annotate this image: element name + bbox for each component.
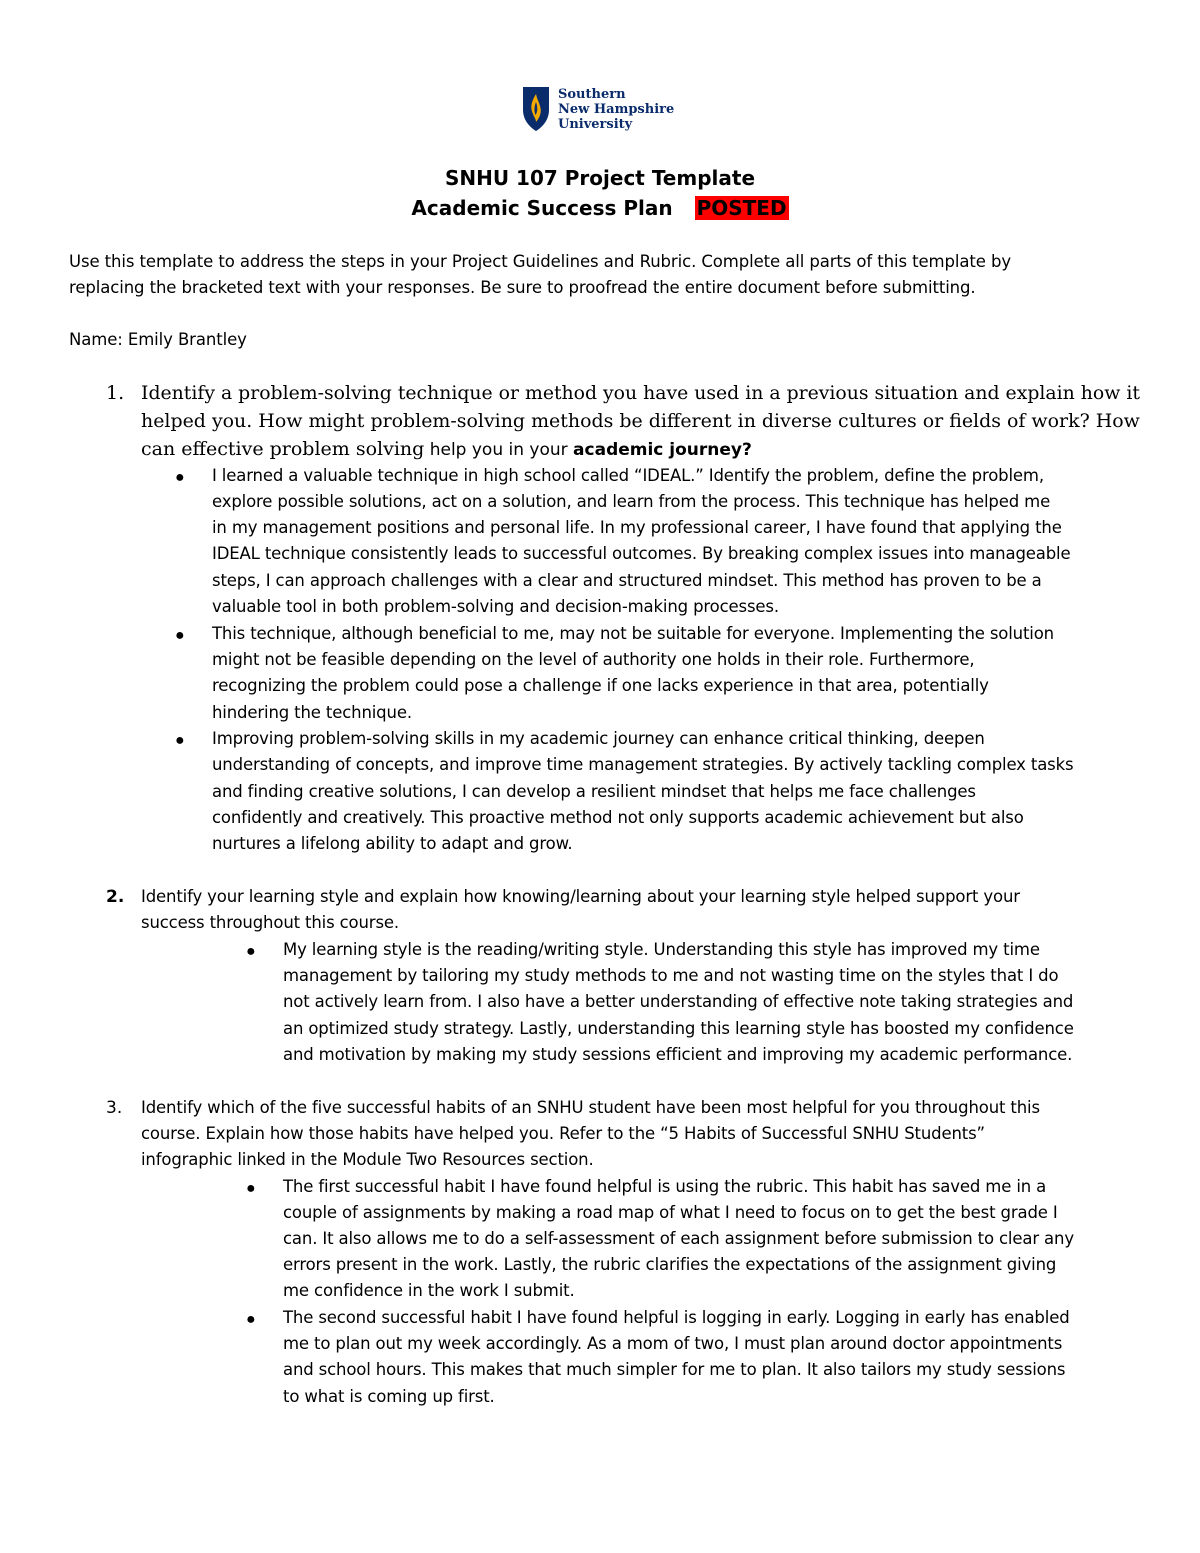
bullet-icon: ●	[246, 1311, 256, 1328]
logo-line: Southern	[558, 86, 626, 102]
question-text: can effective problem solving	[141, 438, 425, 460]
answer-line: explore possible solutions, act on a solution, and learn from the process. This technique has helped me	[212, 492, 1051, 511]
question-line: helped you. How might problem-solving methods be different in diverse cultures or fields of work? How	[141, 410, 1140, 432]
answer-line: confidently and creatively. This proactive method not only supports academic achievement but also	[212, 808, 1024, 827]
answer-line: errors present in the work. Lastly, the rubric clarifies the expectations of the assignment giving	[283, 1255, 1057, 1274]
answer-line: and motivation by making my study sessions efficient and improving my academic performance.	[283, 1045, 1073, 1064]
answer-line: in my management positions and personal life. In my professional career, I have found that applying the	[212, 518, 1062, 537]
intro-line: Use this template to address the steps in your Project Guidelines and Rubric. Complete all parts of this template by	[69, 252, 1011, 271]
answer-line: The first successful habit I have found helpful is using the rubric. This habit has saved me in a	[283, 1177, 1047, 1196]
status-badge: POSTED	[696, 196, 787, 220]
question-number: 1.	[106, 382, 125, 404]
answer-line: recognizing the problem could pose a challenge if one lacks experience in that area, potentially	[212, 676, 989, 695]
answer-line: IDEAL technique consistently leads to successful outcomes. By breaking complex issues into manageable	[212, 544, 1071, 563]
shield-flame-icon	[522, 86, 550, 132]
answer-line: not actively learn from. I also have a better understanding of effective note taking strategies and	[283, 992, 1074, 1011]
question-number: 3.	[106, 1098, 123, 1118]
logo-wordmark	[558, 87, 674, 132]
question-bold-text: academic journey?	[573, 440, 752, 460]
answer-line: an optimized study strategy. Lastly, understanding this learning style has boosted my confidence	[283, 1019, 1074, 1038]
answer-line: and finding creative solutions, I can develop a resilient mindset that helps me face challenges	[212, 782, 976, 801]
answer-line: understanding of concepts, and improve time management strategies. By actively tackling complex tasks	[212, 755, 1074, 774]
bullet-icon: ●	[175, 627, 185, 644]
answer-line: The second successful habit I have found helpful is logging in early. Logging in early has enabled	[283, 1308, 1070, 1327]
answer-line: I learned a valuable technique in high school called “IDEAL.” Identify the problem, define the problem,	[212, 466, 1044, 485]
logo-line: University	[558, 116, 633, 132]
document-subtitle	[0, 196, 1200, 220]
answer-line: steps, I can approach challenges with a clear and structured mindset. This method has proven to be a	[212, 571, 1042, 590]
subtitle-text: Academic Success Plan	[411, 196, 673, 220]
bullet-icon: ●	[246, 943, 256, 960]
answer-line: me to plan out my week accordingly. As a mom of two, I must plan around doctor appointments	[283, 1334, 1063, 1353]
question-line: course. Explain how those habits have helped you. Refer to the “5 Habits of Successful SNHU Students”	[141, 1124, 985, 1143]
answer-line: Improving problem-solving skills in my academic journey can enhance critical thinking, deepen	[212, 729, 985, 748]
question-line: Identify which of the five successful habits of an SNHU student have been most helpful for you throughout this	[141, 1098, 1040, 1117]
question-line	[141, 438, 752, 460]
question-line: Identify a problem-solving technique or method you have used in a previous situation and explain how it	[141, 382, 1140, 404]
bullet-icon: ●	[246, 1180, 256, 1197]
answer-line: to what is coming up first.	[283, 1387, 495, 1406]
logo-line: New Hampshire	[558, 101, 675, 117]
question-line: infographic linked in the Module Two Resources section.	[141, 1150, 594, 1169]
answer-line: might not be feasible depending on the level of authority one holds in their role. Furthermore,	[212, 650, 975, 669]
answer-line: nurtures a lifelong ability to adapt and grow.	[212, 834, 573, 853]
document-title: SNHU 107 Project Template	[444, 166, 756, 190]
answer-line: This technique, although beneficial to me, may not be suitable for everyone. Implementing the solution	[212, 624, 1054, 643]
bullet-icon: ●	[175, 732, 185, 749]
question-number: 2.	[106, 887, 125, 907]
answer-line: hindering the technique.	[212, 703, 412, 722]
intro-line: replacing the bracketed text with your responses. Be sure to proofread the entire document before submitting.	[69, 278, 976, 297]
answer-line: me confidence in the work I submit.	[283, 1281, 575, 1300]
question-line: Identify your learning style and explain how knowing/learning about your learning style helped support your	[141, 887, 1020, 906]
answer-line: valuable tool in both problem-solving and decision-making processes.	[212, 597, 779, 616]
name-line: Name: Emily Brantley	[69, 330, 247, 349]
answer-line: couple of assignments by making a road map of what I need to focus on to get the best grade I	[283, 1203, 1058, 1222]
answer-line: and school hours. This makes that much simpler for me to plan. It also tailors my study sessions	[283, 1360, 1066, 1379]
answer-line: management by tailoring my study methods to me and not wasting time on the styles that I do	[283, 966, 1059, 985]
answer-line: My learning style is the reading/writing style. Understanding this style has improved my time	[283, 940, 1040, 959]
question-line: success throughout this course.	[141, 913, 399, 932]
university-logo	[522, 84, 674, 134]
bullet-icon: ●	[175, 469, 185, 486]
question-text: help you in your	[424, 440, 574, 460]
answer-line: can. It also allows me to do a self-assessment of each assignment before submission to clear any	[283, 1229, 1074, 1248]
